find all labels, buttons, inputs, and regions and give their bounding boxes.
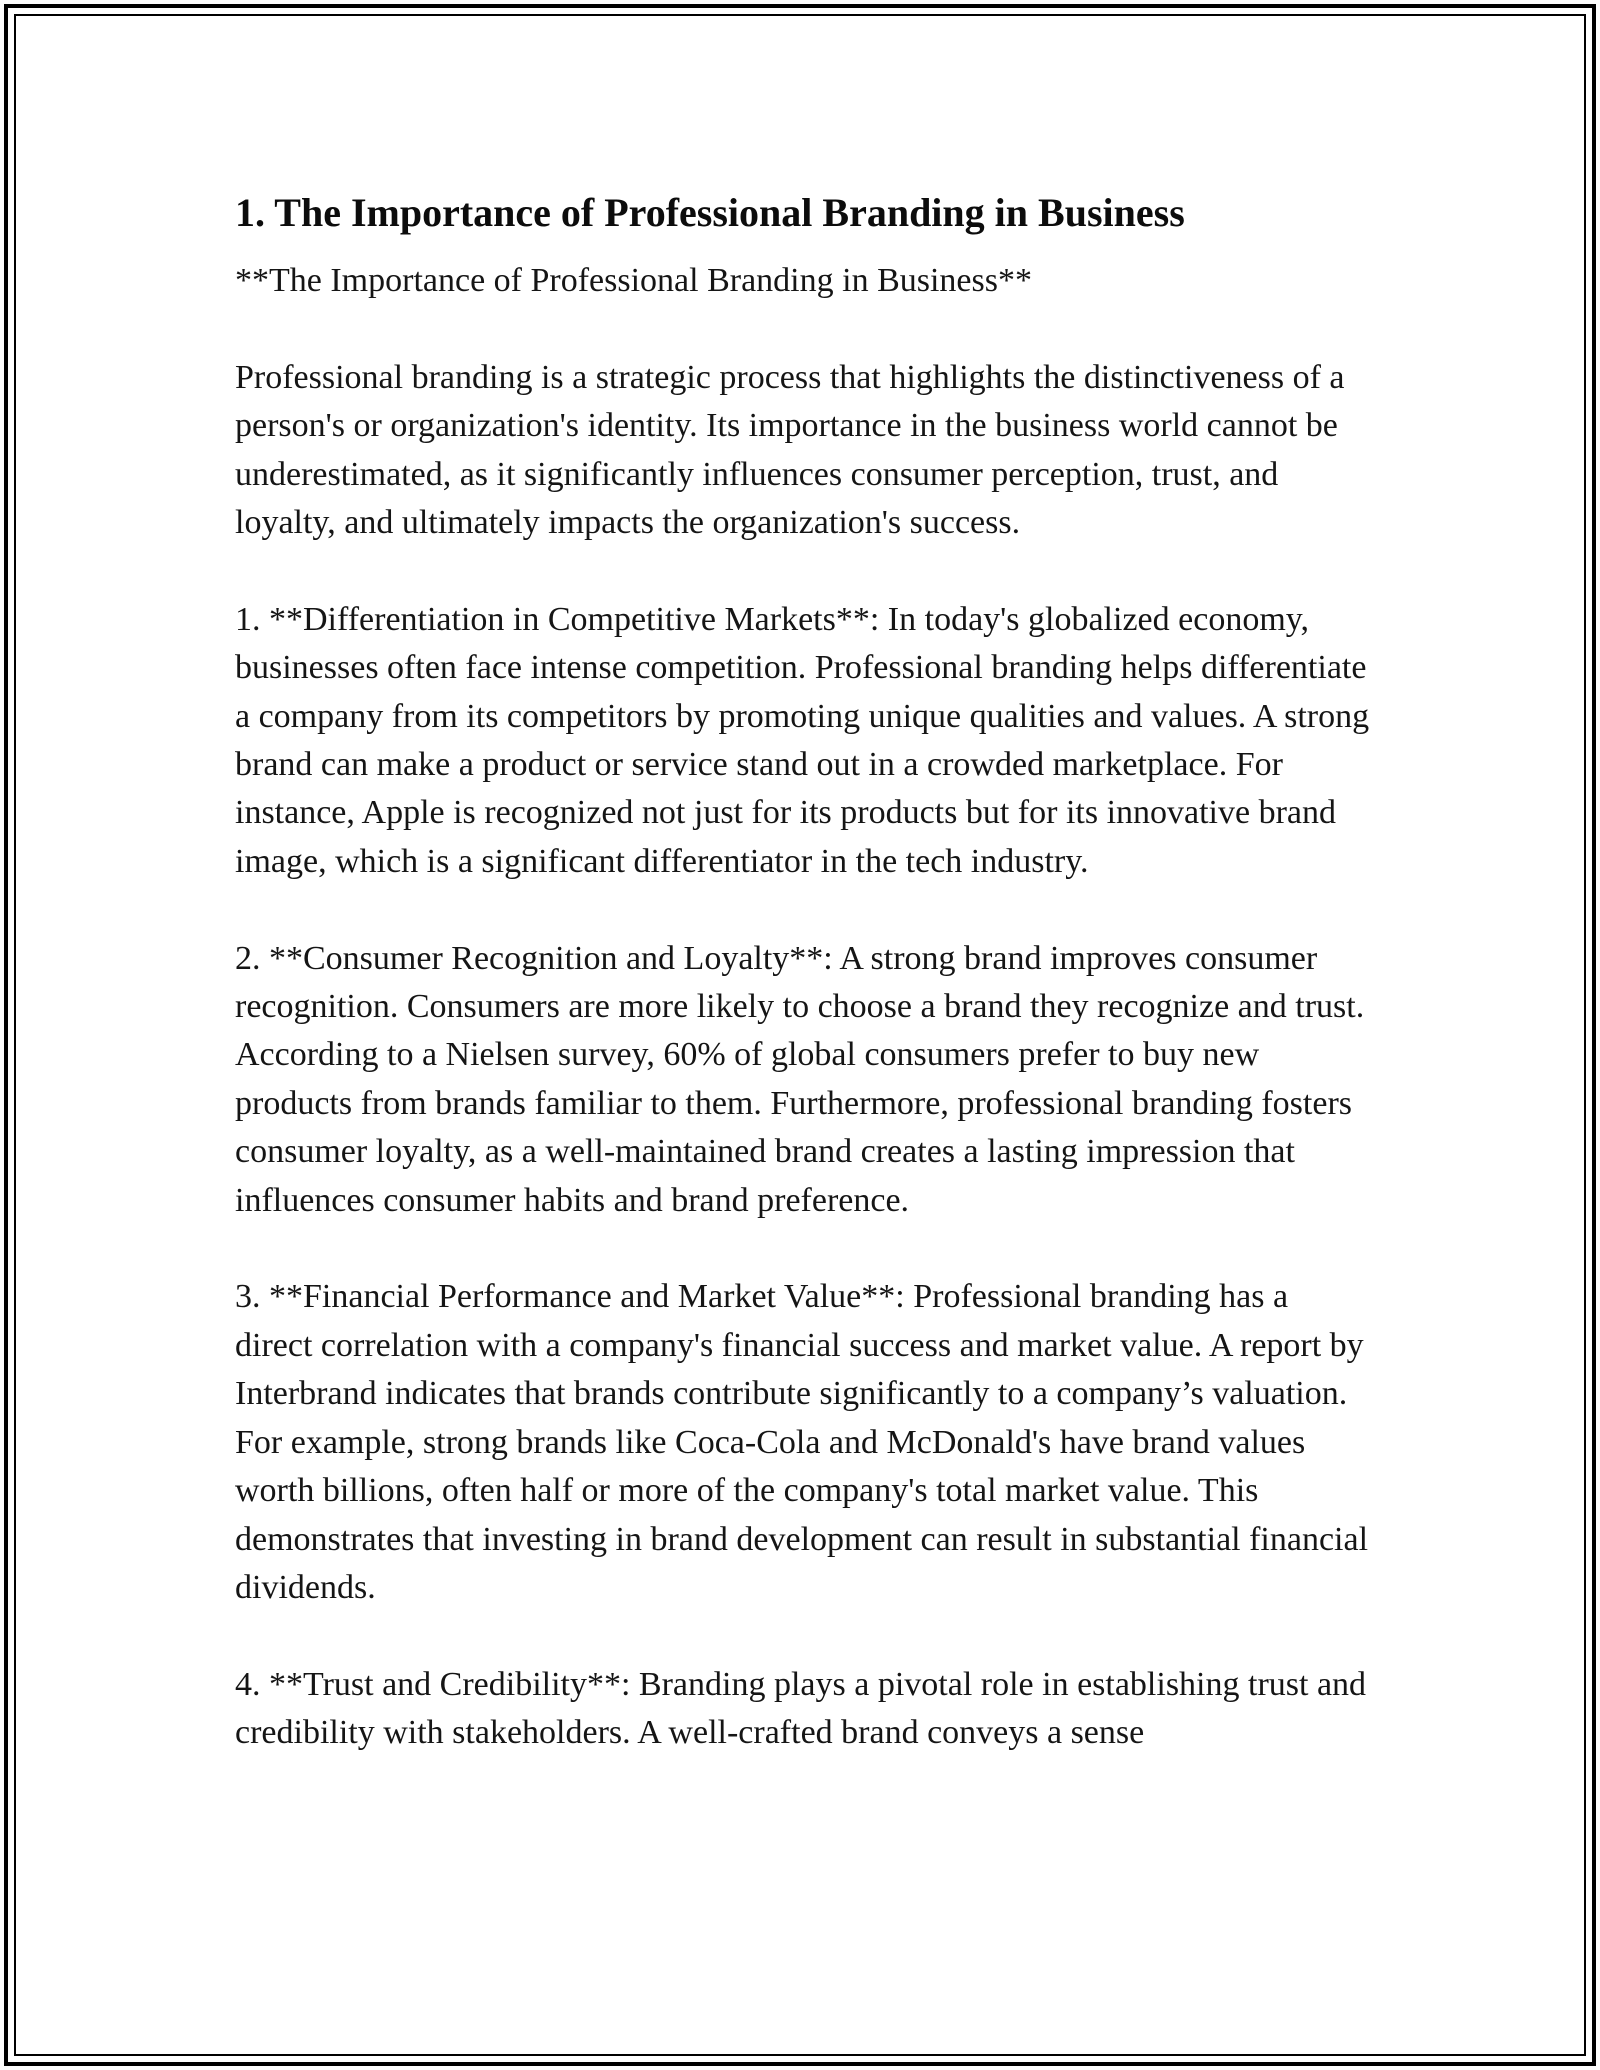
paragraph-recognition-loyalty: 2. **Consumer Recognition and Loyalty**: A strong brand improves consumer recognition. Consumers are more likely to choose a brand they recognize and trust. According to a Nielsen survey, 60% of global consumers prefer to buy new products from brands familiar to them. Furthermore, professional branding fosters consumer loyalty, as a well-maintained brand creates a lasting impression that influences consumer habits and brand preference.	[235, 939, 1365, 1219]
document-subtitle: **The Importance of Professional Branding in Business**	[235, 262, 1032, 299]
paragraph-financial-performance: 3. **Financial Performance and Market Value**: Professional branding has a direct correlation with a company's financial success and market value. A report by Interbrand indicates that brands contribute significantly to a company’s valuation. For example, strong brands like Coca-Cola and McDonald's have brand values worth billions, often half or more of the company's total market value. This demonstrates that investing in brand development can result in substantial financial dividends.	[235, 1278, 1369, 1606]
document-title: 1. The Importance of Professional Branding in Business	[235, 190, 1185, 235]
paragraph-differentiation: 1. **Differentiation in Competitive Markets**: In today's globalized economy, businesses often face intense competition. Professional branding helps differentiate a company from its competitors by promoting unique qualities and values. A strong brand can make a product or service stand out in a crowded marketplace. For instance, Apple is recognized not just for its products but for its innovative brand image, which is a significant differentiator in the tech industry.	[235, 600, 1370, 880]
intro-paragraph: Professional branding is a strategic process that highlights the distinctiveness of a person's or organization's identity. Its importance in the business world cannot be underestimated, as it significantly influences consumer perception, trust, and loyalty, and ultimately impacts the organization's success.	[235, 358, 1345, 542]
document-body	[235, 185, 1370, 1758]
paragraph-trust-credibility: 4. **Trust and Credibility**: Branding plays a pivotal role in establishing trust and credibility with stakeholders. A well-crafted brand conveys a sense	[235, 1665, 1367, 1752]
